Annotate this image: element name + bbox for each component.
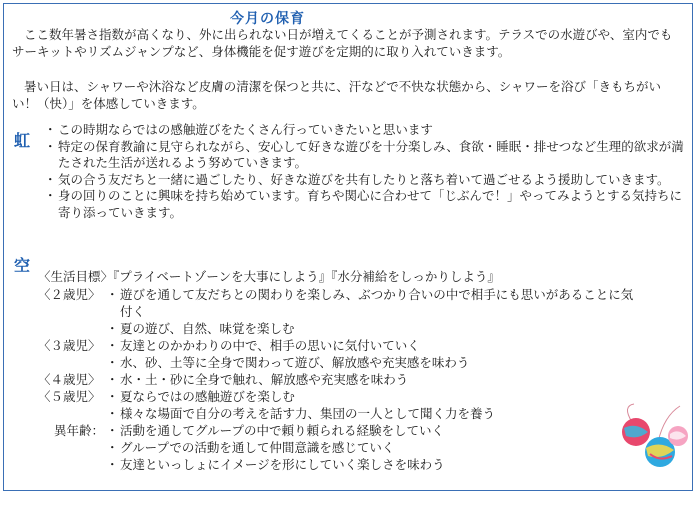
age-label — [38, 439, 106, 456]
bullet-mark: ・ — [44, 188, 57, 203]
list-item — [44, 188, 684, 221]
list-item-text: 身の回りのことに興味を持ち始めています。育ちや関心に合わせて「じぶんで！」やってみようとする気持ちに寄り添っていきます。 — [58, 188, 683, 220]
list-item — [38, 439, 638, 456]
niji-list — [44, 122, 684, 221]
age-label — [38, 354, 106, 371]
bullet-mark: ・ — [106, 338, 119, 353]
list-item — [38, 320, 638, 337]
bullet-mark: ・ — [106, 389, 119, 404]
list-item — [38, 354, 638, 371]
list-item-text: 水、砂、土等に全身で関わって遊び、解放感や充実感を味わう — [120, 355, 470, 370]
life-goal: 〈生活目標〉『プライベートゾーンを大事にしよう』『水分補給をしっかりしよう』 — [38, 269, 500, 284]
age-label — [38, 320, 106, 337]
bullet-mark: ・ — [44, 138, 57, 154]
list-item — [44, 172, 684, 189]
age-label: 〈５歳児〉 — [38, 389, 101, 404]
list-item-text: 気の合う友だちと一緒に過ごしたり、好きな遊びを共有したりと落ち着いて過ごせるよう援助していきます。 — [58, 171, 670, 187]
list-item — [38, 456, 638, 473]
list-item — [38, 371, 638, 388]
list-item — [44, 122, 684, 139]
intro-paragraph-1: ここ数年暑さ指数が高くなり、外に出られない日が増えてくることが予測されます。テラスでの水遊びや、室内でもサーキットやリズムジャンプなど、身体機能を促す遊びを定期的に取り入れていきます。 — [12, 27, 673, 59]
age-goals-list — [38, 286, 638, 473]
bullet-mark: ・ — [106, 440, 119, 455]
list-item — [38, 337, 638, 354]
age-label — [38, 405, 106, 422]
list-item-text: 様々な場面で自分の考えを話す力、集団の一人として聞く力を養う — [120, 406, 496, 421]
list-item — [38, 388, 638, 405]
section-label-sora: 空 — [14, 256, 31, 275]
intro-paragraph-2: 暑い日は、シャワーや沐浴など皮膚の清潔を保つと共に、汗などで不快な状態から、シャワーを浴び「きもちがいい！（快）」を体感していきます。 — [12, 79, 662, 111]
bullet-mark: ・ — [106, 457, 119, 472]
list-item-text: 活動を通してグループの中で頼り頼られる経験をしていく — [120, 423, 445, 438]
age-label — [38, 456, 106, 473]
bullet-mark: ・ — [44, 171, 57, 187]
bullet-mark: ・ — [106, 355, 119, 370]
list-item — [38, 405, 638, 422]
list-item-text: 夏ならではの感触遊びを楽しむ — [120, 389, 295, 404]
bullet-mark: ・ — [106, 406, 119, 421]
bullet-mark: ・ — [106, 287, 119, 302]
age-label: 〈３歳児〉 — [38, 338, 101, 353]
age-label: 〈４歳児〉 — [38, 372, 101, 387]
age-label: 〈２歳児〉 — [38, 287, 101, 302]
list-item-text: 水・土・砂に全身で触れ、解放感や充実感を味わう — [120, 372, 409, 387]
list-item — [44, 139, 684, 172]
list-item-text: 友達といっしょにイメージを形にしていく楽しさを味わう — [120, 457, 445, 472]
list-item-text: 友達とのかかわりの中で、相手の思いに気付いていく — [120, 338, 420, 353]
list-item — [38, 286, 638, 320]
bullet-mark: ・ — [106, 321, 119, 336]
list-item-text: この時期ならではの感触遊びをたくさん行っていきたいと思います — [58, 122, 433, 137]
bullet-mark: ・ — [106, 372, 119, 387]
bullet-mark: ・ — [44, 122, 57, 137]
water-balloon-yoyo-icon — [618, 402, 690, 472]
list-item-text: 特定の保育教諭に見守られながら、安心して好きな遊びを十分楽しみ、食欲・睡眠・排せつなど生理的欲求が満たされた生活が送れるよう努めていきます。 — [58, 138, 684, 170]
list-item-text: 遊びを通して友だちとの関わりを楽しみ、ぶつかり合いの中で相手にも思いがあることに気付く — [120, 287, 634, 319]
list-item — [38, 422, 638, 439]
section-label-niji: 虹 — [14, 131, 31, 150]
list-item-text: グループでの活動を通して仲間意識を感じていく — [120, 440, 395, 455]
list-item-text: 夏の遊び、自然、味覚を楽しむ — [120, 321, 295, 336]
age-label: 異年齢： — [53, 423, 104, 438]
bullet-mark: ・ — [106, 423, 119, 438]
page-title: 今月の保育 — [230, 11, 305, 27]
